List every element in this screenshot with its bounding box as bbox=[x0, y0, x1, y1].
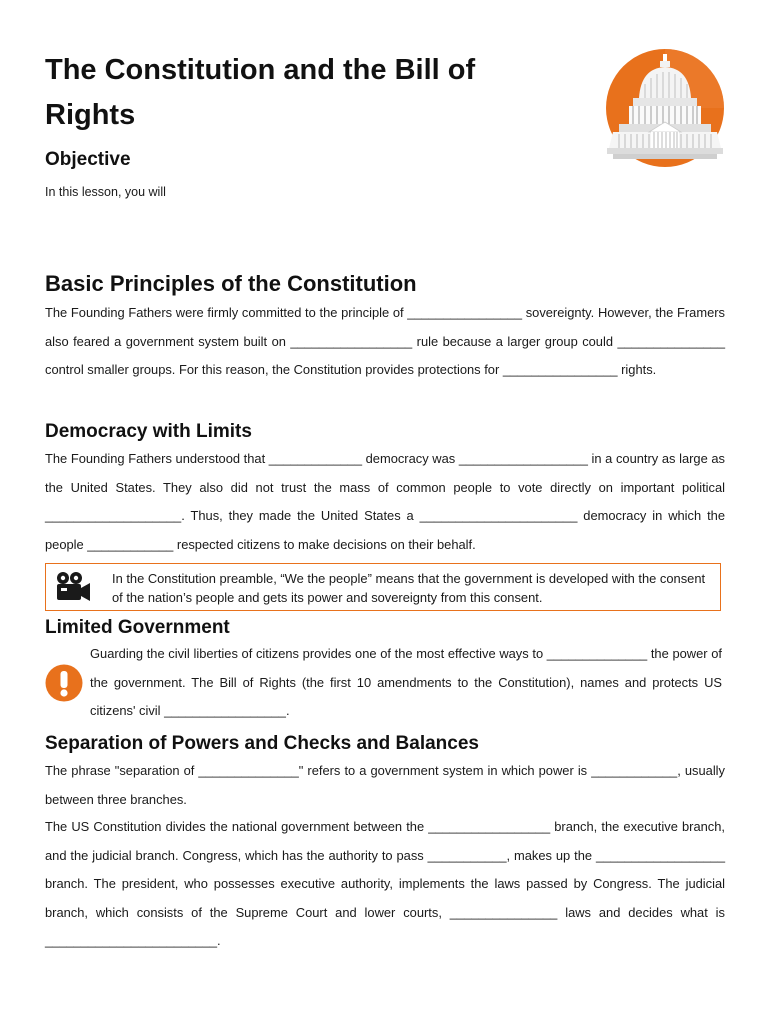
democracy-with-limits-heading: Democracy with Limits bbox=[45, 421, 252, 442]
objective-text: In this lesson, you will bbox=[45, 185, 166, 199]
objective-heading: Objective bbox=[45, 149, 131, 170]
preamble-callout-text: In the Constitution preamble, “We the people” means that the government is developed with the consent of the nation’s people and gets its power and sovereignty from this consent. bbox=[112, 571, 706, 605]
limited-government-text: Guarding the civil liberties of citizens provides one of the most effective ways to ______________ the power of the government. The Bill of Rights (the first 10 amendments to the Constitution), names and protects US citizens' civil _________________. bbox=[90, 646, 722, 719]
exclamation-icon bbox=[45, 664, 83, 702]
basic-principles-heading: Basic Principles of the Constitution bbox=[45, 271, 417, 296]
separation-of-powers-heading: Separation of Powers and Checks and Balances bbox=[45, 733, 479, 754]
separation-of-powers-text-2: The US Constitution divides the national government between the _________________ branch, the executive branch, and the judicial branch. Congress, which has the authority to pass ___________, makes up the __________________ branch. The president, who possesses executive authority, implements the laws passed by Congress. The judicial branch, which consists of the Supreme Court and lower courts, _______________ laws and decides what is ________________________. bbox=[45, 819, 725, 949]
page-title: The Constitution and the Bill of Rights bbox=[45, 54, 476, 131]
preamble-callout bbox=[45, 563, 721, 611]
basic-principles-text: The Founding Fathers were firmly committed to the principle of ________________ sovereignty. However, the Framers also feared a government system built on _________________ rule because a larger group could _______________ control smaller groups. For this reason, the Constitution provides protections for ________________ rights. bbox=[45, 305, 725, 378]
capitol-building-icon bbox=[605, 48, 725, 168]
limited-government-heading: Limited Government bbox=[45, 617, 230, 638]
democracy-with-limits-text: The Founding Fathers understood that _____________ democracy was __________________ in a country as large as the United States. They also did not trust the mass of common people to vote directly on important political ___________________. Thus, they made the United States a ______________________ democracy in which the people ____________ respected citizens to make decisions on their behalf. bbox=[45, 451, 725, 552]
video-camera-icon bbox=[53, 571, 93, 603]
separation-of-powers-text-1: The phrase "separation of ______________" refers to a government system in which power is ____________, usually between three branches. bbox=[45, 763, 725, 807]
